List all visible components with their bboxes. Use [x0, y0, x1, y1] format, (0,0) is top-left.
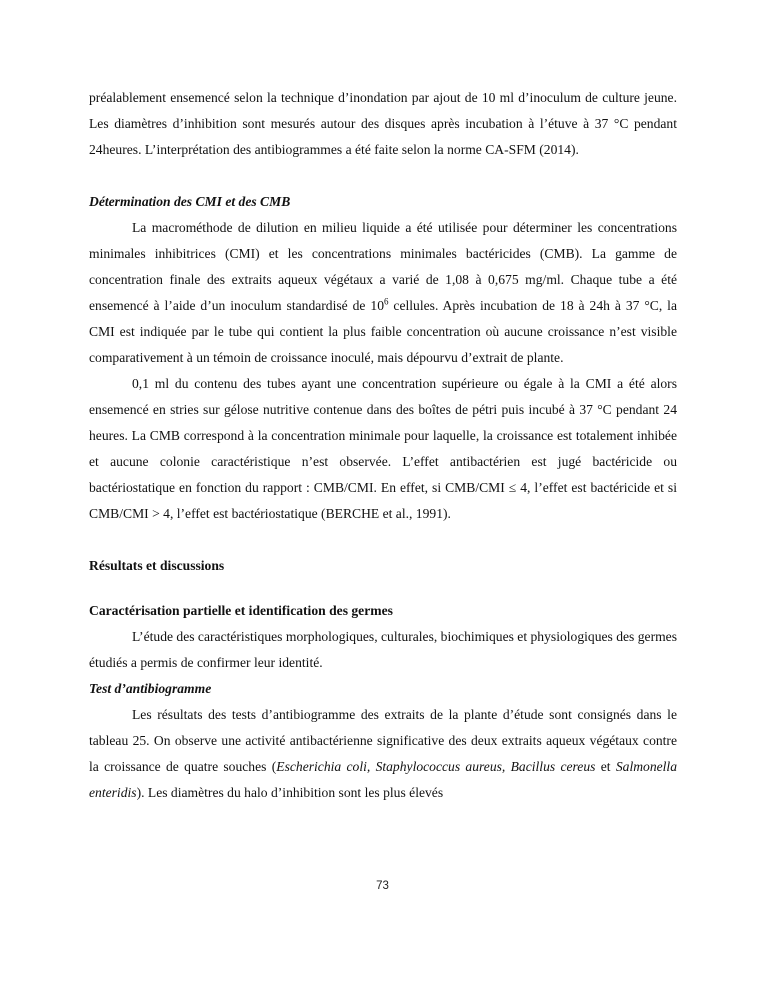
antibiogram-paragraph [89, 702, 677, 806]
section-heading-results: Résultats et discussions [89, 558, 225, 573]
spacer [89, 527, 677, 553]
characterisation-paragraph: L’étude des caractéristiques morphologiques, culturales, biochimiques et physiologiques des germes étudiés a permis de confirmer leur identité. [89, 629, 678, 670]
page-number: 73 [376, 880, 389, 892]
cmi-paragraph-2: 0,1 ml du contenu des tubes ayant une concentration supérieure ou égale à la CMI a été alors ensemencé en stries sur gélose nutritive contenue dans des boîtes de pétri puis incubé à 37 °C pendant 24 heures. La CMB correspond à la concentration minimale pour laquelle, la croissance est totalement inhibée et aucune colonie caractéristique n’est observée. L’effet antibactérien est jugé bactéricide ou bactériostatique en fonction du rapport : CMB/CMI. En effet, si CMB/CMI ≤ 4, l’effet est bactéricide et si CMB/CMI > 4, l’effet est bactériostatique (BERCHE et al., 1991). [89, 376, 677, 521]
conjunction-text: et [595, 759, 616, 774]
cmi-paragraph-1-text-a: La macrométhode de dilution en milieu liquide a été utilisée pour déterminer les concentrations minimales inhibitrices (CMI) et les concentrations minimales bactéricides (CMB). La gamme de concentration finale des extraits aqueux végétaux a varié de 1,08 à 0,675 mg/ml. Chaque tube a été ensemencé à l’aide d’un inoculum standardisé de 10 [89, 220, 677, 313]
spacer [89, 579, 677, 598]
section-heading-cmi: Détermination des CMI et des CMB [89, 194, 291, 209]
cmi-paragraph-1-text-b: cellules. Après incubation de 18 à 24h à 37 °C, la CMI est indiquée par le tube qui contient la plus faible concentration où aucune croissance n’est visible comparativement à un témoin de croissance inoculé, mais dépourvu d’extrait de plante. [89, 298, 677, 365]
intro-paragraph: préalablement ensemencé selon la technique d’inondation par ajout de 10 ml d’inoculum de culture jeune. Les diamètres d’inhibition sont mesurés autour des disques après incubation à l’étuve à 37 °C pendant 24heures. L’interprétation des antibiogrammes a été faite selon la norme CA-SFM (2014). [89, 90, 677, 157]
antibiogram-text-b: ). Les diamètres du halo d’inhibition sont les plus élevés [136, 785, 444, 800]
spacer [89, 163, 677, 189]
section-heading-characterisation: Caractérisation partielle et identification des germes [89, 603, 393, 618]
section-heading-antibiogram: Test d’antibiogramme [89, 681, 212, 696]
document-page [89, 85, 677, 806]
exponent: 6 [384, 296, 389, 307]
species-list-2: Salmonella enteridis [89, 759, 678, 800]
species-list-1: Escherichia coli, Staphylococcus aureus, Bacillus cereus [276, 759, 596, 774]
antibiogram-text-a: Les résultats des tests d’antibiogramme des extraits de la plante d’étude sont consignés dans le tableau 25. On observe une activité antibactérienne significative des deux extraits aqueux végétaux contre la croissance de quatre souches ( [89, 707, 677, 774]
cmi-paragraph-1 [89, 215, 677, 371]
